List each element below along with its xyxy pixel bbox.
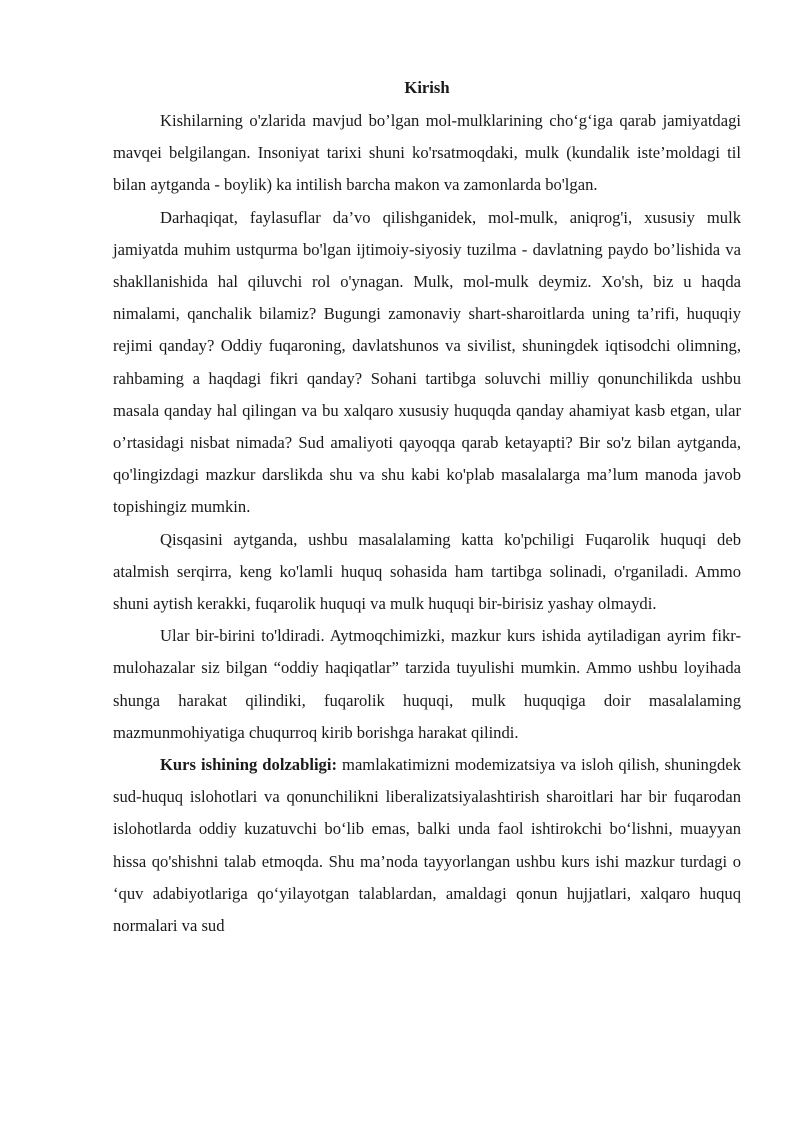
page-title: Kirish [404, 78, 450, 97]
paragraph-3: Qisqasini aytganda, ushbu masalalaming katta ko'pchiligi Fuqarolik huquqi deb atalmish serqirra, keng ko'lamli huquq sohasida ham tartibga solinadi, o'rganiladi. Ammo shuni aytish kerakki, fuqarolik huquqi va mulk huquqi bir-birisiz yashay olmaydi. [113, 529, 741, 614]
document-body [113, 70, 741, 942]
paragraph-1: Kishilarning o'zlarida mavjud bo’lgan mol-mulklarining cho‘g‘iga qarab jamiyatdagi mavqei belgilangan. Insoniyat tarixi shuni ko'rsatmoqdaki, mulk (kundalik iste’moldagi til bilan aytganda - boylik) ka intilish barcha makon va zamonlarda bo'lgan. [113, 111, 741, 195]
paragraph-2: Darhaqiqat, faylasuflar da’vo qilishganidek, mol-mulk, aniqrog'i, xususiy mulk jamiyatda muhim ustqurma bo'lgan ijtimoiy-siyosiy tuzilma - davlatning paydo bo’lishida va shakllanishida hal qiluvchi rol o'ynagan. Mulk, mol-mulk deymiz. Xo'sh, biz u haqda nimalami, qanchalik bilamiz? Bugungi zamonaviy shart-sharoitlarda uning ta’rifi, huquqiy rejimi qanday? Oddiy fuqaroning, davlatshunos va sivilist, shuningdek iqtisodchi olimning, rahbaming a haqdagi fikri qanday? Sohani tartibga soluvchi milliy qonunchilikda ushbu masala qanday hal qilingan va bu xalqaro xususiy huquqda qanday ahamiyat kasb etgan, ular o’rtasidagi nisbat nimada? Sud amaliyoti qayoqqa qarab ketayapti? Bir so'z bilan aytganda, qo'lingizdagi mazkur darslikda shu va shu kabi ko'plab masalalarga ma’lum manoda javob topishingiz mumkin. [113, 207, 741, 517]
relevance-text: mamlakatimizni modemizatsiya va isloh qilish, shuningdek sud-huquq islohotlari va qonunchilikni liberalizatsiyalashtirish sharoitlari har bir fuqarodan islohotlarda oddiy kuzatuvchi bo‘lib emas, balki unda faol ishtirokchi bo‘lishni, muayyan hissa qo'shishni talab etmoqda. Shu ma’noda tayyorlangan ushbu kurs ishi mazkur turdagi o ‘quv adabiyotlariga qo‘yilayotgan talablardan, amaldagi qonun hujjatlari, xalqaro huquq normalari va sud [113, 755, 741, 936]
paragraph-relevance [113, 749, 741, 942]
relevance-heading: Kurs ishining dolzabligi: [160, 755, 337, 775]
paragraph-4: Ular bir-birini to'ldiradi. Aytmoqchimizki, mazkur kurs ishida aytiladigan ayrim fikr-mulohazalar siz bilgan “oddiy haqiqatlar” tarzida tuyulishi mumkin. Ammo ushbu loyihada shunga harakat qilindiki, fuqarolik huquqi, mulk huquqiga doir masalalaming mazmunmohiyatiga chuqurroq kirib borishga harakat qilindi. [113, 626, 741, 742]
